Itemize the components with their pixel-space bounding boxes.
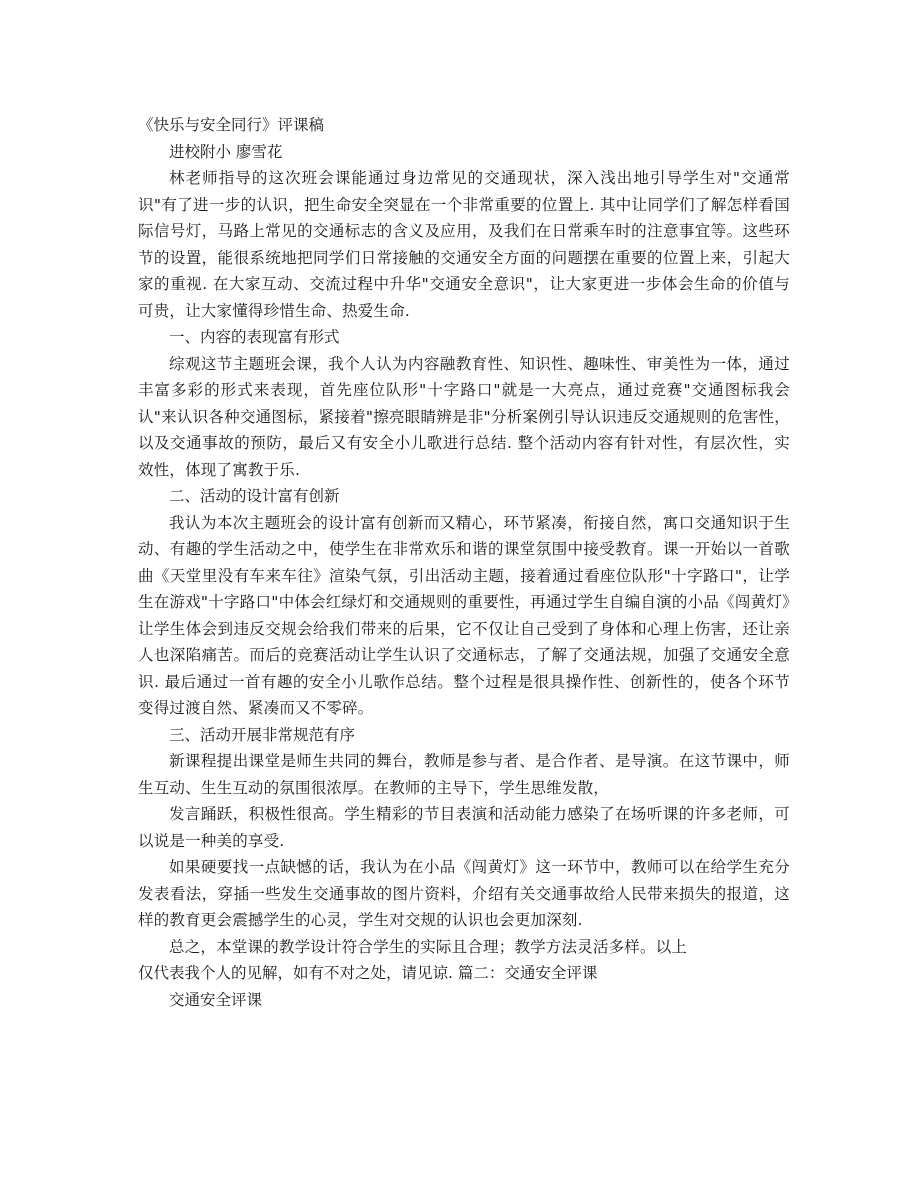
author-line: 进校附小 廖雪花 xyxy=(169,142,283,161)
closing-line: 仅代表我个人的见解，如有不对之处，请见谅. 篇二：交通安全评课 xyxy=(138,964,598,982)
paragraph-intro: 林老师指导的这次班会课能通过身边常见的交通现状，深入浅出地引导学生对"交通常识"有了进一步的认识，把生命安全突显在一个非常重要的位置上. 其中让同学们了解怎样看国际信号灯，马路上常见的交通标志的含义及应用，及我们在日常乘车时的注意事宜等。这些环节的设置，能很系统地把同学们日常接触的交通安全方面的问题摆在重要的位置上来，引起大家的重视. 在大家互动、交流过程中升华"交通安全意识"，让大家更进一步体会生命的价值与可贵，让大家懂得珍惜生命、热爱生命. xyxy=(138,169,790,320)
document-title: 《快乐与安全同行》评课稿 xyxy=(138,116,325,134)
document-body xyxy=(138,112,790,1013)
section-heading-next: 交通安全评课 xyxy=(169,990,263,1009)
section-heading-1: 一、内容的表现富有形式 xyxy=(169,328,340,346)
paragraph-design-innovation: 我认为本次主题班会的设计富有创新而又精心，环节紧凑，衔接自然，寓口交通知识于生动、有趣的学生活动之中，使学生在非常欢乐和谐的课堂氛围中接受教育。课一开始以一首歌曲《天堂里没有车来车往》渲染气氛，引出活动主题，接着通过看座位队形"十字路口"，让学生在游戏"十字路口"中体会红绿灯和交通规则的重要性，再通过学生自编自演的小品《闯黄灯》让学生体会到违反交规会给我们带来的后果，它不仅让自己受到了身体和心理上伤害，还让亲人也深陷痛苦。而后的竞赛活动让学生认识了交通标志，了解了交通法规，加强了交通安全意识. 最后通过一首有趣的安全小儿歌作总结。整个过程是很具操作性、创新性的，使各个环节变得过渡自然、紧凑而又不零碎。 xyxy=(138,513,790,717)
paragraph-speaking: 发言踊跃，积极性很高。学生精彩的节目表演和活动能力感染了在场听课的许多老师，可以说是一种美的享受. xyxy=(138,805,790,850)
section-heading-3: 三、活动开展非常规范有序 xyxy=(169,725,356,744)
paragraph-summary: 总之，本堂课的教学设计符合学生的实际且合理；教学方法灵活多样。以上 xyxy=(169,937,688,956)
paragraph-content-form: 综观这节主题班会课，我个人认为内容融教育性、知识性、趣味性、审美性为一体，通过丰富多彩的形式来表现，首先座位队形"十字路口"就是一大亮点，通过竞赛"交通图标我会认"来认识各种交通图标，紧接着"擦亮眼睛辨是非"分析案例引导认识违反交通规则的危害性，以及交通事故的预防，最后又有安全小儿歌进行总结. 整个活动内容有针对性，有层次性，实效性，体现了寓教于乐. xyxy=(138,354,790,479)
paragraph-shortcoming: 如果硬要找一点缺憾的话，我认为在小品《闯黄灯》这一环节中，教师可以在给学生充分发表看法，穿插一些发生交通事故的图片资料，介绍有关交通事故给人民带来损失的报道，这样的教育更会震撼学生的心灵，学生对交规的认识也会更加深刻. xyxy=(138,858,790,929)
paragraph-new-curriculum: 新课程提出课堂是师生共同的舞台，教师是参与者、是合作者、是导演。在这节课中，师生互动、生生互动的氛围很浓厚。在教师的主导下，学生思维发散， xyxy=(138,752,790,797)
section-heading-2: 二、活动的设计富有创新 xyxy=(169,487,340,505)
